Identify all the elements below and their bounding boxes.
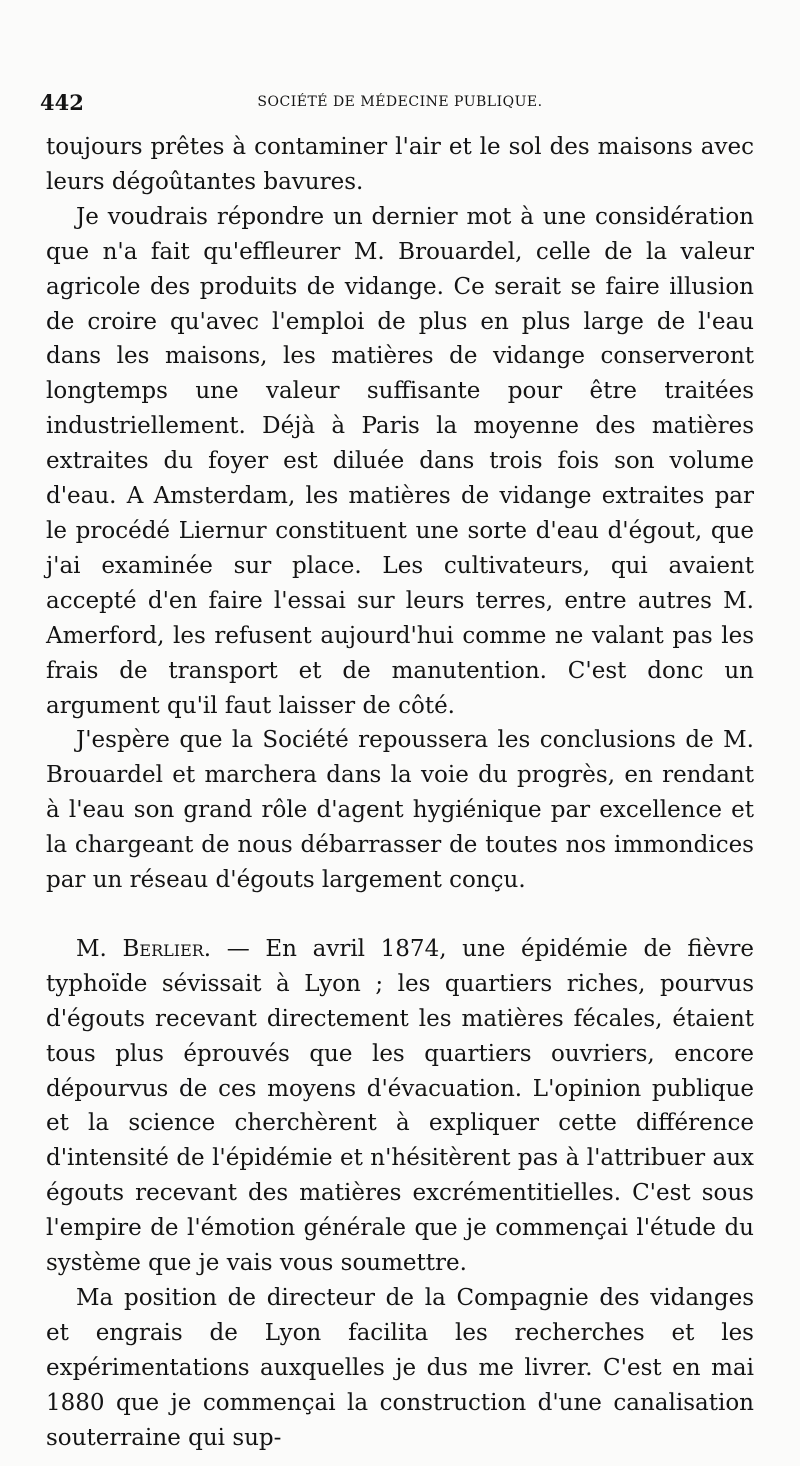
paragraph-conclusion: J'espère que la Société repoussera les conclusions de M. Brouardel et marchera dans la voie du progrès, en rendant à l'eau son grand rôle d'agent hygiénique par excellence et la chargeant de nous débarrasser de toutes nos immondices par un réseau d'égouts largement conçu. [46,727,754,894]
berlier-text: — En avril 1874, une épidémie de fièvre typhoïde sévissait à Lyon ; les quartiers riches, pourvus d'égouts recevant directement les matières fécales, étaient tous plus éprouvés que les quartiers ouvriers, encore dépourvus de ces moyens d'évacuation. L'opinion publique et la science cherchèrent à expliquer cette différence d'intensité de l'épidémie et n'hésitèrent pas à l'attribuer aux égouts recevant des matières excrémentitielles. C'est sous l'empire de l'émotion générale que je commençai l'étude du système que je vais vous soumettre. [46,935,754,1277]
running-title: SOCIÉTÉ DE MÉDECINE PUBLIQUE. [257,94,543,110]
paragraph-agricultural-value: Je voudrais répondre un dernier mot à une considération que n'a fait qu'effleurer M. Brouardel, celle de la valeur agricole des produits de vidange. Ce serait se faire illusion de croire qu'avec l'emploi de plus en plus large de l'eau dans les maisons, les matières de vidange conserveront longtemps une valeur suffisante pour être traitées industriellement. Déjà à Paris la moyenne des matières extraites du foyer est diluée dans trois fois son volume d'eau. A Amsterdam, les matières de vidange extraites par le procédé Liernur constituent une sorte d'eau d'égout, que j'ai examinée sur place. Les cultivateurs, qui avaient accepté d'en faire l'essai sur leurs terres, entre autres M. Amerford, les refusent aujourd'hui comme ne valant pas les frais de transport et de manutention. C'est donc un argument qu'il faut laisser de côté. [46,203,754,719]
speaker-name: M. Berlier. [76,935,212,962]
paragraph-berlier-statement [46,932,754,1281]
paragraph-continuation: toujours prêtes à contaminer l'air et le sol des maisons avec leurs dégoûtantes bavures. [46,134,754,195]
body-text [46,130,754,1456]
page-number: 442 [40,90,84,115]
paragraph-company-position: Ma position de directeur de la Compagnie des vidanges et engrais de Lyon facilita les recherches et les expérimentations auxquelles je dus me livrer. C'est en mai 1880 que je commençai la construction d'une canalisation souterraine qui sup- [46,1285,754,1451]
page-header [40,90,760,120]
